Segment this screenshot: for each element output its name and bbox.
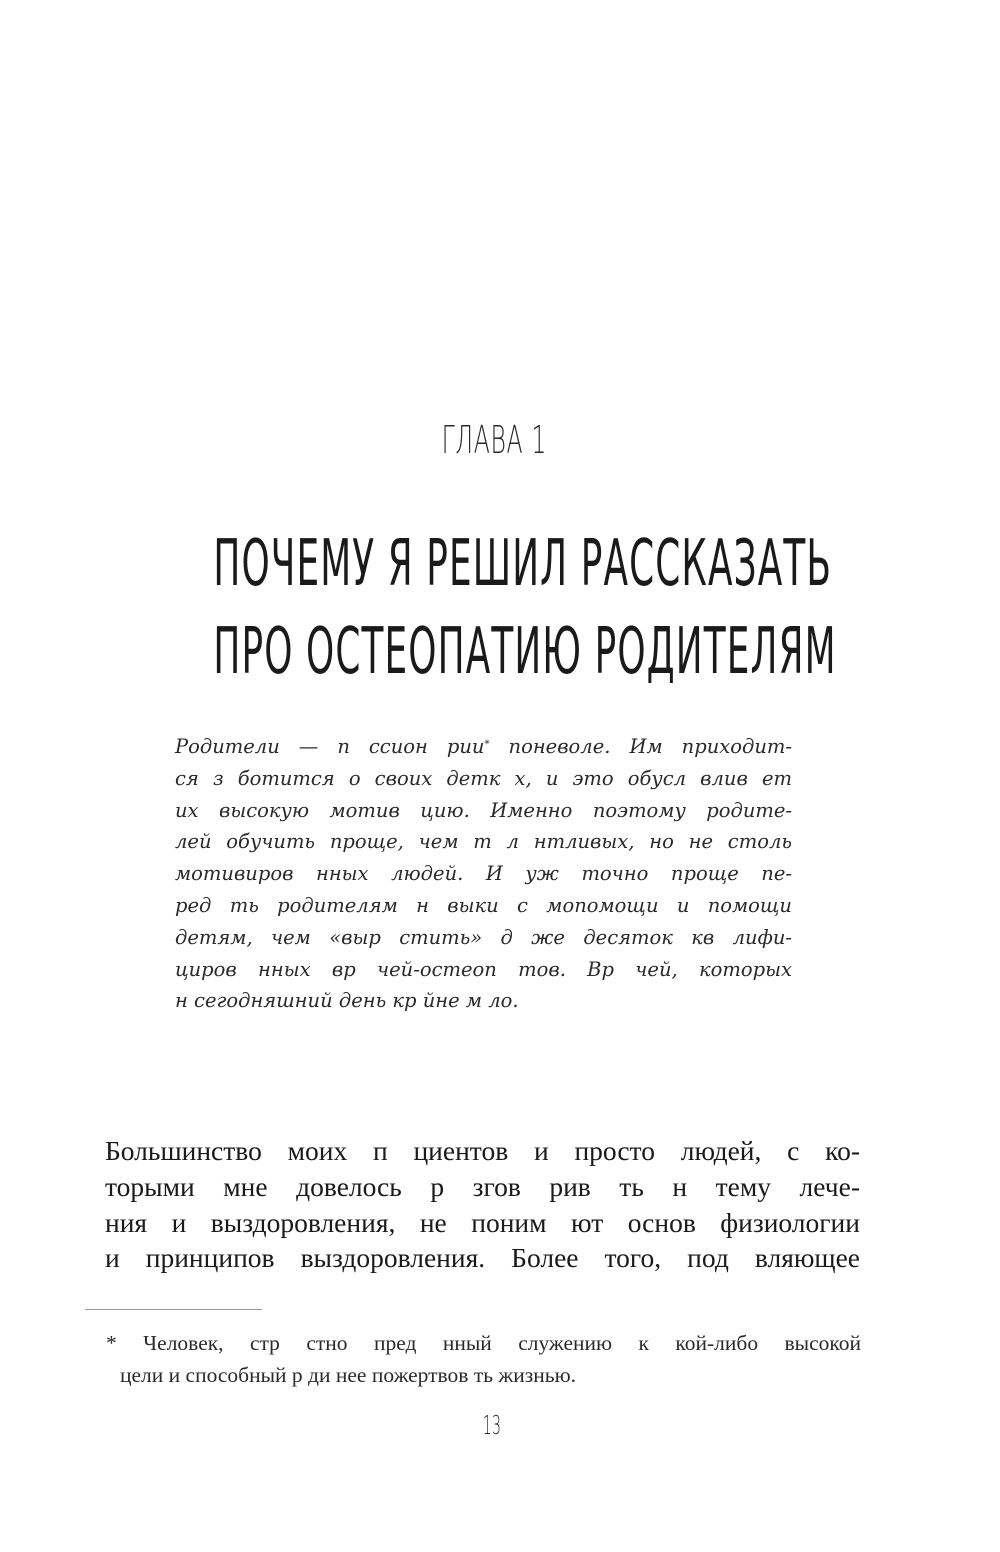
epigraph-line: н сегодняшний день кр йне м ло.	[175, 989, 519, 1013]
epigraph-line: ред ть родителям н выки с мопомощи и помощи	[175, 893, 792, 917]
epigraph	[175, 731, 792, 1017]
chapter-title-line-2: ПРО ОСТЕОПАТИЮ РОДИТЕЛЯМ	[213, 615, 837, 689]
footnote-line	[106, 1327, 861, 1359]
epigraph-line-text: Родители — п ссион рии	[175, 735, 485, 758]
footnote-mark: *	[106, 1331, 117, 1355]
body-paragraph	[105, 1133, 860, 1276]
body-line: торыми мне довелось р згов рив ть н тему лече-	[105, 1170, 860, 1202]
epigraph-line: детям, чем «выр стить» д же десяток кв лифи-	[175, 925, 792, 949]
footnote-line: цели и способный р ди нее пожертвов ть жизнью.	[120, 1363, 577, 1387]
epigraph-line: ся з ботится о своих детк х, и это обусл влив ет	[175, 766, 792, 790]
chapter-title	[213, 520, 837, 696]
epigraph-line-text: поневоле. Им приходит-	[508, 735, 792, 758]
footnote	[106, 1327, 861, 1391]
epigraph-line: циров нных вр чей-остеоп тов. Вр чей, которых	[175, 957, 792, 981]
epigraph-line: их высокую мотив цию. Именно поэтому родите-	[175, 798, 792, 822]
body-line: Большинство моих п циентов и просто людей, с ко-	[105, 1135, 860, 1166]
chapter-label: ГЛАВА 1	[441, 418, 547, 462]
epigraph-line: лей обучить проще, чем т л нтливых, но не столь	[175, 830, 792, 854]
footnote-reference-mark: *	[484, 739, 490, 750]
epigraph-line: мотивиров нных людей. И уж точно проще пе-	[175, 862, 792, 886]
chapter-title-line-1: ПОЧЕМУ Я РЕШИЛ РАССКАЗАТЬ	[213, 527, 833, 601]
footnote-line-text: Человек, стр стно пред нный служению к кой-либо высокой	[143, 1331, 862, 1355]
epigraph-line	[175, 731, 792, 763]
body-line: ния и выздоровления, не поним ют основ физиологии	[105, 1206, 860, 1238]
body-line: и принципов выздоровления. Более того, под вляющее	[105, 1242, 860, 1274]
footnote-divider	[85, 1309, 262, 1310]
page-number: 13	[482, 1411, 502, 1441]
